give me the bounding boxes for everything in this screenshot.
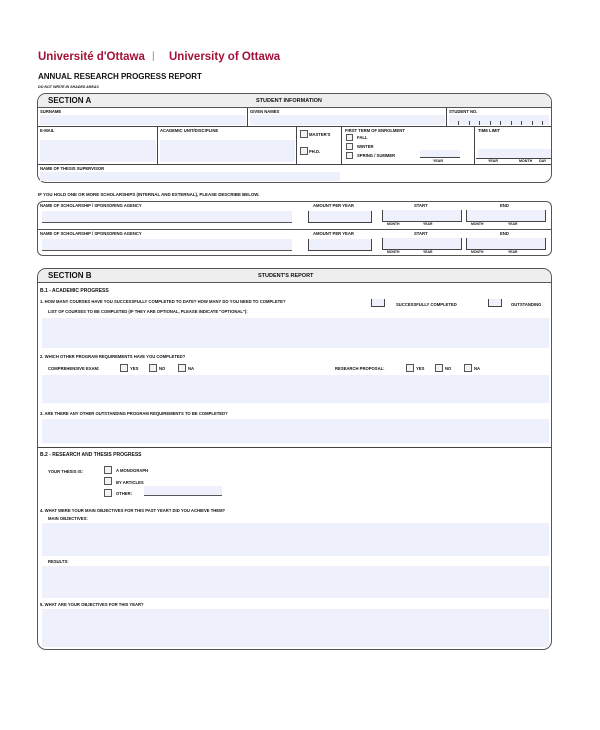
proposal-no-label: NO [445, 366, 452, 371]
start-month-label: MONTH [387, 250, 400, 254]
start-year-label: YEAR [423, 250, 433, 254]
digit-divider [458, 121, 459, 125]
question-1: 1. HOW MANY COURSES HAVE YOU SUCCESSFULLY COMPLETED TO DATE? HOW MANY DO YOU NEED TO COMPLETE? [40, 299, 286, 304]
given-names-field[interactable] [250, 115, 445, 125]
outstanding-requirements-field[interactable] [42, 419, 549, 443]
spring-summer-label: SPRING / SUMMER [357, 153, 396, 158]
question-5: 5. WHAT ARE YOUR OBJECTIVES FOR THIS YEAR? [40, 602, 144, 607]
scholarship-row [38, 229, 551, 256]
main-objectives-field[interactable] [42, 523, 549, 556]
section-a-subtitle: STUDENT INFORMATION [256, 97, 322, 104]
masters-label: MASTER'S [309, 132, 331, 137]
surname-field[interactable] [40, 115, 246, 125]
start-month-label: MONTH [387, 222, 400, 226]
end-date-field[interactable] [466, 238, 546, 250]
end-label: END [500, 203, 509, 208]
end-month-label: MONTH [471, 222, 484, 226]
by-articles-checkbox[interactable] [104, 477, 112, 485]
masters-checkbox[interactable] [300, 130, 308, 138]
courses-completed-label: SUCCESSFULLY COMPLETED [396, 302, 457, 307]
digit-divider [511, 121, 512, 125]
exam-yes-checkbox[interactable] [120, 364, 128, 372]
digit-divider [479, 121, 480, 125]
section-b-frame [37, 268, 552, 650]
digit-divider [500, 121, 501, 125]
report-title: ANNUAL RESEARCH PROGRESS REPORT [38, 72, 202, 81]
proposal-no-checkbox[interactable] [435, 364, 443, 372]
digit-divider [490, 121, 491, 125]
start-label: START [414, 231, 428, 236]
brand-separator: | [152, 51, 155, 62]
winter-label: WINTER [357, 144, 374, 149]
main-objectives-label: MAIN OBJECTIVES: [48, 516, 88, 521]
research-proposal-label: RESEARCH PROPOSAL: [335, 366, 385, 371]
academic-unit-label: ACADEMIC UNIT/DISCIPLINE [160, 128, 219, 133]
objectives-this-year-field[interactable] [42, 609, 549, 647]
student-no-field[interactable] [449, 115, 549, 125]
section-b-subtitle: STUDENT'S REPORT [258, 272, 314, 279]
other-checkbox[interactable] [104, 489, 112, 497]
digit-divider [542, 121, 543, 125]
courses-outstanding-label: OUTSTANDING [511, 302, 542, 307]
supervisor-label: NAME OF THESIS SUPERVISOR [40, 166, 105, 171]
monograph-label: A MONOGRAPH [116, 468, 149, 473]
student-no-label: STUDENT NO. [449, 109, 478, 114]
given-names-label: GIVEN NAMES [250, 109, 280, 114]
end-month-label: MONTH [471, 250, 484, 254]
end-date-field[interactable] [466, 210, 546, 222]
results-label: RESULTS: [48, 559, 69, 564]
course-list-field[interactable] [42, 318, 549, 348]
winter-checkbox[interactable] [346, 143, 353, 150]
proposal-yes-label: YES [416, 366, 425, 371]
start-date-field[interactable] [382, 238, 462, 250]
start-date-field[interactable] [382, 210, 462, 222]
end-year-label: YEAR [508, 222, 518, 226]
time-limit-year-label: YEAR [488, 159, 498, 163]
spring-summer-checkbox[interactable] [346, 152, 353, 159]
other-thesis-field[interactable] [144, 486, 222, 496]
scholarship-row [38, 202, 551, 229]
enrolment-year-label: YEAR [433, 159, 443, 163]
exam-na-label: NA [188, 366, 195, 371]
shaded-area-note: DO NOT WRITE IN SHADED AREAS [38, 85, 99, 89]
exam-yes-label: YES [130, 366, 139, 371]
scholarship-name-label: NAME OF SCHOLARSHIP / SPONSORING AGENCY [40, 231, 142, 236]
scholarship-frame [37, 201, 552, 256]
question-2: 2. WHICH OTHER PROGRAM REQUIREMENTS HAVE YOU COMPLETED? [40, 354, 186, 359]
section-b-header [38, 269, 551, 283]
monograph-checkbox[interactable] [104, 466, 112, 474]
question-4: 4. WHAT WERE YOUR MAIN OBJECTIVES FOR THIS PAST YEAR? DID YOU ACHIEVE THEM? [40, 508, 226, 513]
results-field[interactable] [42, 566, 549, 598]
proposal-na-label: NA [474, 366, 481, 371]
time-limit-label: TIME LIMIT [478, 128, 501, 133]
end-label: END [500, 231, 509, 236]
fall-checkbox[interactable] [346, 134, 353, 141]
academic-unit-field[interactable] [160, 140, 295, 162]
amount-field[interactable] [308, 239, 372, 251]
email-field[interactable] [40, 140, 156, 162]
digit-divider [532, 121, 533, 125]
supervisor-field[interactable] [40, 172, 340, 181]
other-label: OTHER: [116, 491, 133, 496]
scholarship-name-label: NAME OF SCHOLARSHIP / SPONSORING AGENCY [40, 203, 142, 208]
section-a-frame [37, 93, 552, 183]
phd-checkbox[interactable] [300, 147, 308, 155]
amount-field[interactable] [308, 211, 372, 223]
email-label: E-MAIL [40, 128, 55, 133]
proposal-yes-checkbox[interactable] [406, 364, 414, 372]
exam-no-checkbox[interactable] [149, 364, 157, 372]
b1-heading: B.1 - ACADEMIC PROGRESS [40, 288, 109, 294]
question-3: 3. ARE THERE ANY OTHER OUTSTANDING PROGRAM REQUIREMENTS TO BE COMPLETED? [40, 411, 228, 416]
end-year-label: YEAR [508, 250, 518, 254]
thesis-type-label: YOUR THESIS IS: [48, 469, 83, 474]
exam-no-label: NO [159, 366, 166, 371]
amount-label: AMOUNT PER YEAR [313, 203, 354, 208]
phd-label: PH.D. [309, 149, 321, 154]
b2-heading: B.2 - RESEARCH AND THESIS PROGRESS [40, 452, 142, 458]
courses-outstanding-field[interactable] [488, 299, 502, 307]
section-a-header [38, 94, 551, 108]
amount-label: AMOUNT PER YEAR [313, 231, 354, 236]
proposal-na-checkbox[interactable] [464, 364, 472, 372]
surname-label: SURNAME [40, 109, 62, 114]
course-list-label: LIST OF COURSES TO BE COMPLETED (IF THEY ARE OPTIONAL, PLEASE INDICATE "OPTIONAL"): [48, 309, 248, 314]
university-name-fr: Université d'Ottawa [38, 51, 145, 63]
courses-completed-field[interactable] [371, 299, 385, 307]
digit-divider [469, 121, 470, 125]
section-b-title: SECTION B [48, 271, 92, 280]
university-name-en: University of Ottawa [169, 51, 281, 63]
by-articles-label: BY ARTICLES [116, 480, 144, 485]
time-limit-field[interactable] [478, 149, 551, 158]
fall-label: FALL [357, 135, 368, 140]
time-limit-day-label: DAY [539, 159, 547, 163]
scholarship-prompt: IF YOU HOLD ONE OR MORE SCHOLARSHIPS (INTERNAL AND EXTERNAL), PLEASE DESCRIBE BELOW. [38, 192, 260, 197]
first-term-label: FIRST TERM OF ENROLMENT [345, 128, 405, 133]
requirements-completed-field[interactable] [42, 375, 549, 403]
digit-divider [521, 121, 522, 125]
start-label: START [414, 203, 428, 208]
exam-na-checkbox[interactable] [178, 364, 186, 372]
section-a-title: SECTION A [48, 96, 92, 105]
time-limit-month-label: MONTH [519, 159, 533, 163]
comprehensive-exam-label: COMPREHENSIVE EXAM: [48, 366, 100, 371]
scholarship-name-field[interactable] [42, 211, 292, 223]
start-year-label: YEAR [423, 222, 433, 226]
scholarship-name-field[interactable] [42, 239, 292, 251]
